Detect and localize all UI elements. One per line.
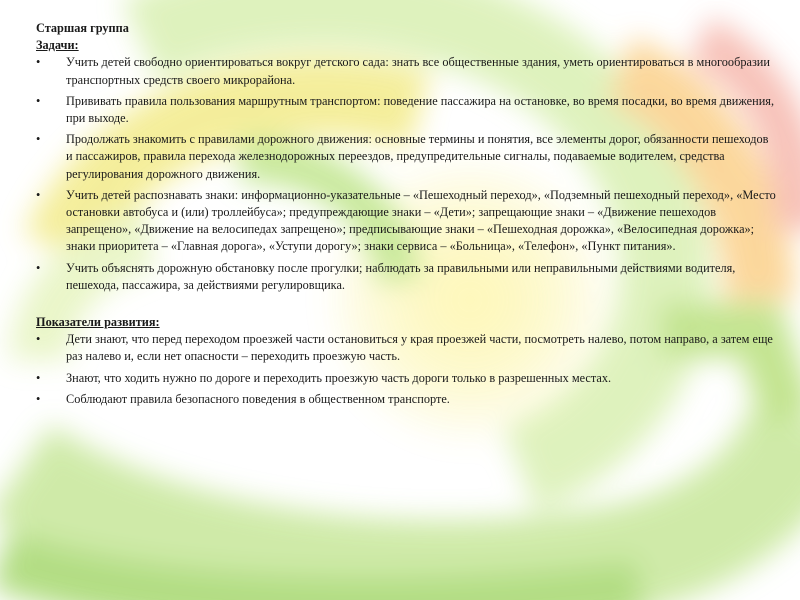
list-item — [36, 370, 778, 387]
slide-title: Старшая группа — [36, 21, 129, 35]
tasks-heading: Задачи: — [36, 38, 79, 53]
list-item-text: Учить детей распознавать знаки: информационно-указательные – «Пешеходный переход», «Подземный пешеходный переход», «Место остановки автобуса и (или) троллейбуса»; предупреждающие знаки – «Дети»; запрещающие знаки – «Движение пешеходов запрещено», «Движение на велосипедах запрещено»; предписывающие знаки – «Пешеходная дорожка», «Велосипедная дорожка»; знаки приоритета – «Главная дорога», «Уступи дорогу»; знаки сервиса – «Больница», «Телефон», «Пункт питания». — [66, 187, 776, 254]
list-item — [36, 260, 778, 294]
bullet: • — [36, 260, 41, 275]
list-item — [36, 187, 778, 256]
list-item-text: Дети знают, что перед переходом проезжей части остановиться у края проезжей части, посмотреть налево, потом направо, а затем еще раз налево и, если нет опасности – переходить проезжую часть. — [66, 332, 773, 364]
list-item-text: Прививать правила пользования маршрутным транспортом: поведение пассажира на остановке, во время посадки, во время движения, при выходе. — [66, 93, 775, 126]
list-item-text: Учить детей свободно ориентироваться вокруг детского сада: знать все общественные здания, уметь ориентироваться в многообразии транспортных средств своего микрорайона. — [66, 55, 770, 87]
list-item — [36, 54, 778, 88]
indicators-heading: Показатели развития: — [36, 315, 160, 330]
list-item — [36, 131, 778, 183]
slide-content — [36, 20, 778, 412]
bullet: • — [36, 332, 41, 347]
indicators-list — [36, 331, 778, 408]
list-item-text: Соблюдают правила безопасного поведения в общественном транспорте. — [66, 391, 450, 406]
list-item-text: Знают, что ходить нужно по дороге и переходить проезжую часть дороги только в разрешенных местах. — [66, 370, 612, 385]
bullet: • — [36, 55, 41, 70]
list-item — [36, 331, 778, 365]
list-item-text: Учить объяснять дорожную обстановку после прогулки; наблюдать за правильными или неправильными действиями водителя, пешехода, пассажира, за действиями регулировщика. — [66, 260, 736, 292]
bullet: • — [36, 93, 41, 108]
bullet: • — [36, 187, 41, 202]
list-item-text: Продолжать знакомить с правилами дорожного движения: основные термины и понятия, все элементы дорог, обязанности пешеходов и пассажиров, правила перехода железнодорожных переездов, предупредительные сигналы, подаваемые водителем, средства регулирования дорожного движения. — [66, 132, 769, 181]
tasks-list — [36, 54, 778, 294]
list-item — [36, 391, 778, 408]
spacer — [36, 298, 778, 314]
bullet: • — [36, 370, 41, 385]
bullet: • — [36, 132, 41, 147]
list-item — [36, 93, 778, 127]
bullet: • — [36, 391, 41, 406]
